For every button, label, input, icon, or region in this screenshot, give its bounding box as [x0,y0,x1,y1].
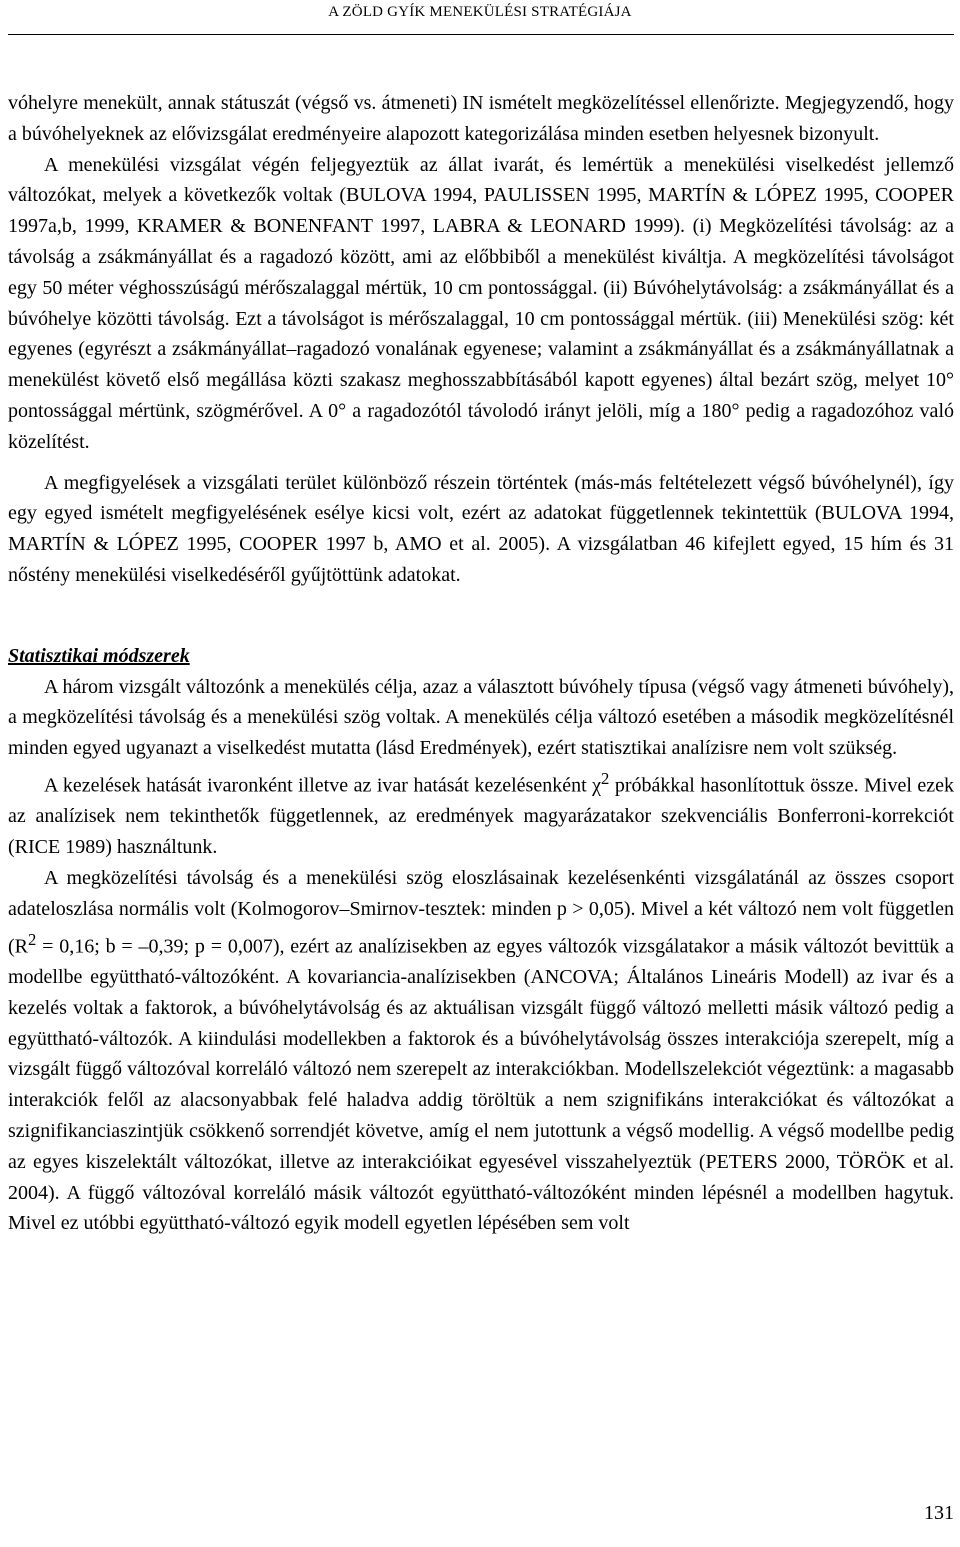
page-number: 131 [924,1502,954,1524]
section-title-statistics: Statisztikai módszerek [8,644,190,667]
page-body [8,88,954,1239]
paragraph-continuation: vóhelyre menekült, annak státuszát (végső vs. átmeneti) IN ismételt megközelítéssel ellenőrizte. Megjegyzendő, hogy a búvóhelyeknek az elővizsgálat eredményeire alapozott kategorizálása minden esetben helyesnek bizonyult. [8,92,954,145]
ancova-text-b: = 0,16; b = –0,39; p = 0,007), ezért az analízisekben az egyes változók vizsgálatakor a másik változót bevittük a modellbe együttható-változóként. A kovariancia-analízisekben (ANCOVA; Általános Lineáris Modell) az ivar és a kezelés voltak a faktorok, a búvóhelytávolság és az aktuálisan vizsgált függő változó melletti másik változó pedig a együttható-változók. A kiindulási modellekben a faktorok és a búvóhelytávolság összes interakciója szerepelt, míg a vizsgált függő változóval korreláló változó nem szerepelt az interakciókban. Modellszelekciót végeztünk: a magasabb interakciók felől az alacsonyabbak felé haladva addig töröltük a nem szignifikáns interakciókat és változókat a szignifikanciaszintjük csökkenő sorrendjét követve, amíg el nem jutottunk a végső modellig. A végső modellbe pedig az egyes kiszelektált változókat, illetve az interakcióikat egyesével visszahelyeztük (PETERS 2000, TÖRÖK et al. 2004). A függő változóval korreláló másik változót együttható-változóként minden lépésnél a modellben hagytuk. Mivel ez utóbbi együttható-változó egyik modell egyetlen lépésében sem volt [8,935,954,1235]
chi-text-a: A kezelések hatását ivaronként illetve az ivar hatását kezelésenként χ [44,774,602,797]
superscript: 2 [28,929,37,949]
paragraph-observations: A megfigyelések a vizsgálati terület különböző részein történtek (más-más feltételezett végső búvóhelynél), így egy egyed ismételt megfigyelésének esélye kicsi volt, ezért az adatokat függetlennek tekintettük (BULOVA 1994, MARTÍN & LÓPEZ 1995, COOPER 1997 b, AMO et al. 2005). A vizsgálatban 46 kifejlett egyed, 15 hím és 31 nőstény menekülési viselkedéséről gyűjtöttünk adatokat. [8,471,954,586]
paragraph-variables: A három vizsgált változónk a menekülés célja, azaz a választott búvóhely típusa (végső vagy átmeneti búvóhely), a megközelítési távolság és a menekülési szög voltak. A menekülés célja változó esetében a második megközelítésnél minden egyed ugyanazt a viselkedést mutatta (lásd Eredmények), ezért statisztikai analízisre nem volt szükség. [8,675,954,760]
header-rule [8,34,954,35]
paragraph-ancova [8,863,954,1239]
running-header: A ZÖLD GYÍK MENEKÜLÉSI STRATÉGIÁJA [328,4,632,20]
chi-text-b: próbákkal hasonlítottuk össze. Mivel ezek az analízisek nem tekinthetők függetlennek, az eredmények magyarázatakor szekvenciális Bonferroni-korrekciót (RICE 1989) használtunk. [8,774,955,859]
paragraph-chi-square [8,764,954,863]
paragraph-escape-variables: A menekülési vizsgálat végén feljegyeztük az állat ivarát, és lemértük a menekülési viselkedést jellemző változókat, melyek a következők voltak (BULOVA 1994, PAULISSEN 1995, MARTÍN & LÓPEZ 1995, COOPER 1997a,b, 1999, KRAMER & BONENFANT 1997, LABRA & LEONARD 1999). (i) Megközelítési távolság: az a távolság a zsákmányállat és a ragadozó között, ami az előbbiből a menekülést kiváltja. A megközelítési távolságot egy 50 méter véghosszúságú mérőszalaggal mértük, 10 cm pontossággal. (ii) Búvóhelytávolság: a zsákmányállat és a búvóhelye közötti távolság. Ezt a távolságot is mérőszalaggal, 10 cm pontossággal mértük. (iii) Menekülési szög: két egyenes (egyrészt a zsákmányállat–ragadozó vonalának egyenese; valamint a zsákmányállat és a zsákmányállatnak a menekülést követő első megállása közti szakasz meghosszabbításából kapott egyenes) által bezárt szög, melyet 10° pontossággal mértünk, szögmérővel. A 0° a ragadozótól távolodó irányt jelöli, míg a 180° pedig a ragadozóhoz való közelítést. [8,153,954,453]
ancova-text-a: A megközelítési távolság és a menekülési szög eloszlásainak kezelésenkénti vizsgálatánál az összes csoport adateloszlása normális volt (Kolmogorov–Smirnov-tesztek: minden p > 0,05). Mivel a két változó nem volt független (R [8,866,954,958]
superscript: 2 [601,768,610,788]
